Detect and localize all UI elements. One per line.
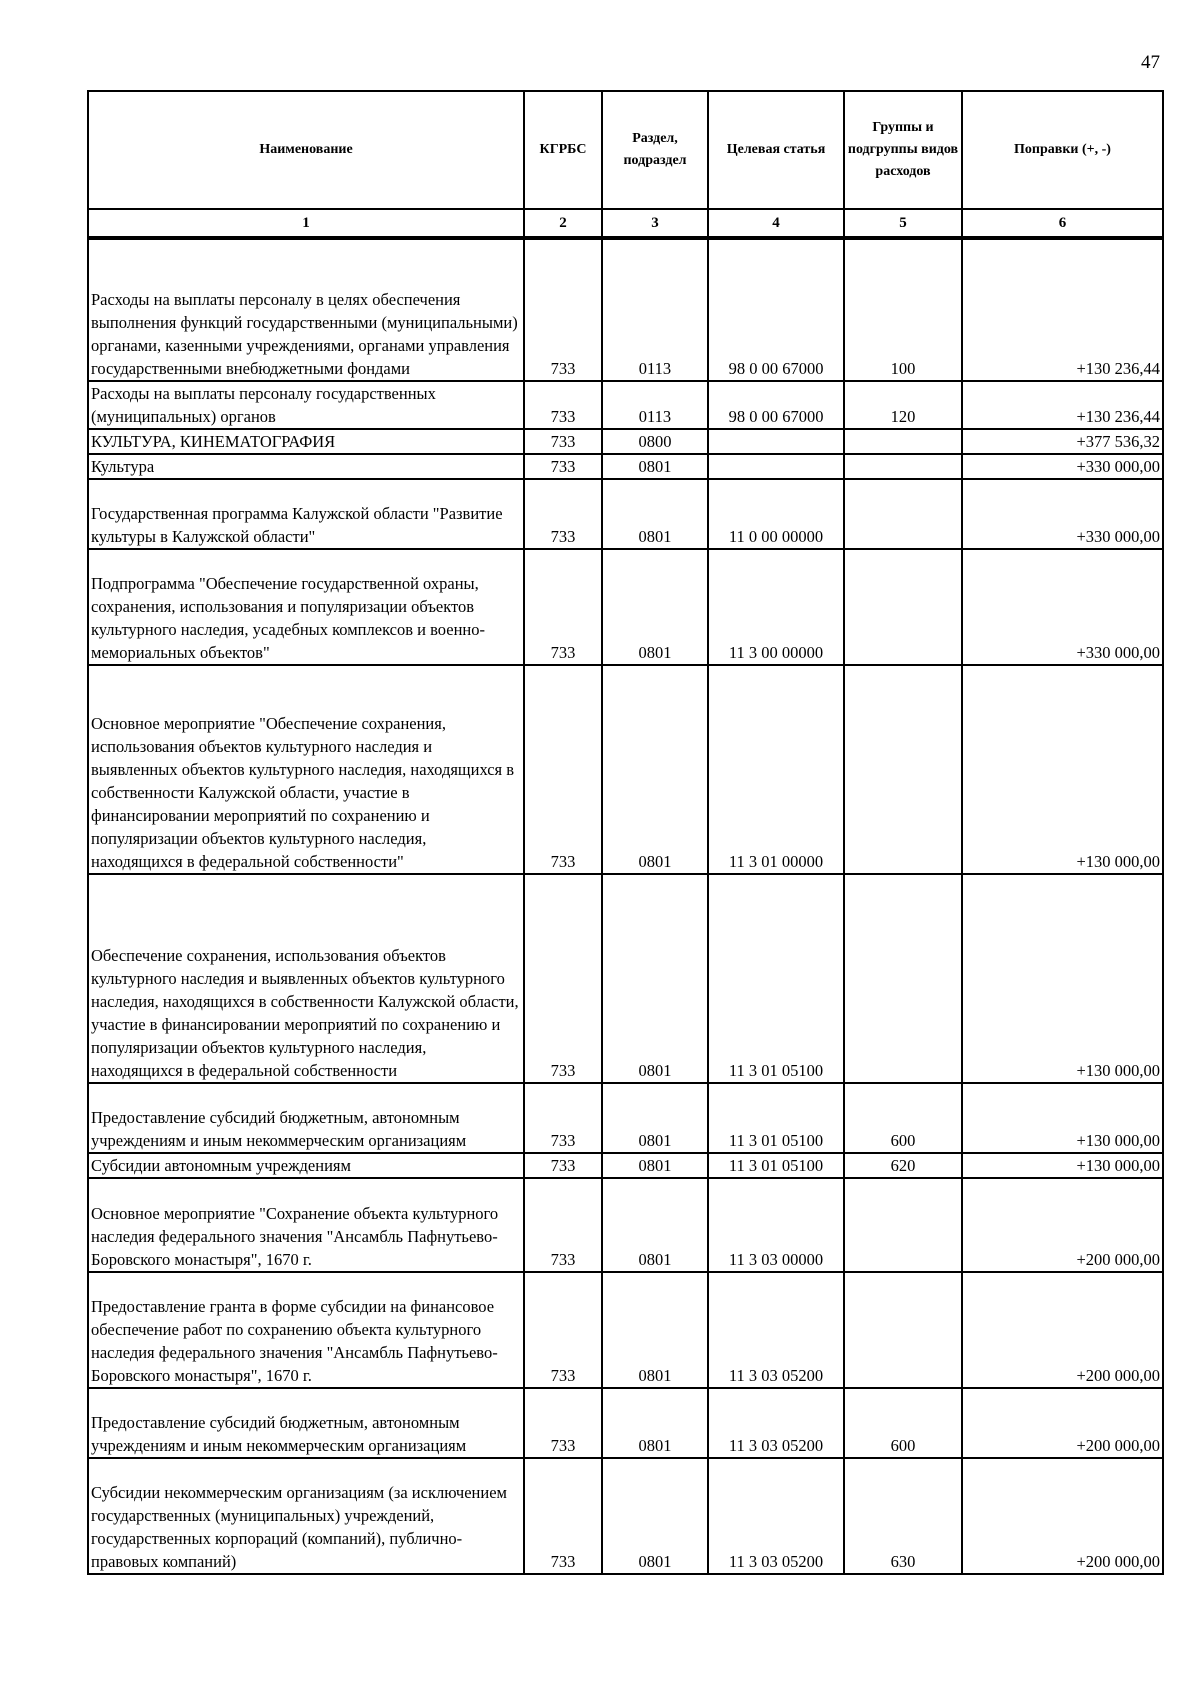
- row-section: 0801: [602, 1083, 708, 1153]
- row-amount: +130 236,44: [962, 381, 1163, 429]
- row-expense-group: [844, 665, 962, 874]
- row-name: КУЛЬТУРА, КИНЕМАТОГРАФИЯ: [88, 429, 524, 454]
- row-kgrbs: 733: [524, 454, 602, 479]
- table-row: [88, 454, 1163, 479]
- row-amount: +130 000,00: [962, 665, 1163, 874]
- row-name: Обеспечение сохранения, использования объектов культурного наследия и выявленных объектов культурного наследия, находящихся в собственности Калужской области, участие в финансировании мероприятий по сохранению и популяризации объектов культурного наследия, находящихся в федеральной собственности: [88, 874, 524, 1083]
- row-amount: +130 000,00: [962, 1083, 1163, 1153]
- row-name: Основное мероприятие "Обеспечение сохранения, использования объектов культурного наследия и выявленных объектов культурного наследия, находящихся в собственности Калужской области, участие в финансировании мероприятий по сохранению и популяризации объектов культурного наследия, находящихся в федеральной собственности": [88, 665, 524, 874]
- row-section: 0801: [602, 454, 708, 479]
- row-amount: +200 000,00: [962, 1388, 1163, 1458]
- row-target-article: 11 0 00 00000: [708, 479, 844, 549]
- col-number-5: 5: [844, 209, 962, 238]
- row-name: Основное мероприятие "Сохранение объекта культурного наследия федерального значения "Ансамбль Пафнутьево-Боровского монастыря", 1670 г.: [88, 1178, 524, 1272]
- row-section: 0801: [602, 549, 708, 665]
- row-target-article: 11 3 01 05100: [708, 1153, 844, 1178]
- row-expense-group: 620: [844, 1153, 962, 1178]
- row-section: 0113: [602, 381, 708, 429]
- row-name: Подпрограмма "Обеспечение государственной охраны, сохранения, использования и популяризации объектов культурного наследия, усадебных комплексов и военно-мемориальных объектов": [88, 549, 524, 665]
- row-section: 0801: [602, 479, 708, 549]
- col-number-6: 6: [962, 209, 1163, 238]
- row-name: Расходы на выплаты персоналу государственных (муниципальных) органов: [88, 381, 524, 429]
- row-target-article: 11 3 03 05200: [708, 1272, 844, 1388]
- row-expense-group: [844, 1272, 962, 1388]
- row-expense-group: [844, 479, 962, 549]
- row-target-article: 11 3 01 00000: [708, 665, 844, 874]
- row-target-article: [708, 454, 844, 479]
- row-expense-group: 100: [844, 238, 962, 381]
- row-amount: +200 000,00: [962, 1458, 1163, 1574]
- row-expense-group: [844, 549, 962, 665]
- row-expense-group: 630: [844, 1458, 962, 1574]
- row-name: Субсидии автономным учреждениям: [88, 1153, 524, 1178]
- row-expense-group: 600: [844, 1083, 962, 1153]
- row-section: 0801: [602, 1153, 708, 1178]
- col-number-1: 1: [88, 209, 524, 238]
- row-amount: +130 000,00: [962, 874, 1163, 1083]
- row-target-article: 11 3 03 00000: [708, 1178, 844, 1272]
- row-target-article: 98 0 00 67000: [708, 238, 844, 381]
- budget-amendments-table: [87, 90, 1164, 1575]
- row-kgrbs: 733: [524, 874, 602, 1083]
- row-expense-group: [844, 1178, 962, 1272]
- row-amount: +330 000,00: [962, 454, 1163, 479]
- table-row: [88, 479, 1163, 549]
- col-number-4: 4: [708, 209, 844, 238]
- col-header-name: Наименование: [88, 91, 524, 209]
- row-name: Культура: [88, 454, 524, 479]
- col-header-article: Целевая статья: [708, 91, 844, 209]
- column-number-row: [88, 209, 1163, 238]
- table-row: [88, 1083, 1163, 1153]
- table-row: [88, 1178, 1163, 1272]
- row-section: 0801: [602, 1388, 708, 1458]
- row-name: Предоставление гранта в форме субсидии на финансовое обеспечение работ по сохранению объекта культурного наследия федерального значения "Ансамбль Пафнутьево-Боровского монастыря", 1670 г.: [88, 1272, 524, 1388]
- row-name: Государственная программа Калужской области "Развитие культуры в Калужской области": [88, 479, 524, 549]
- table-row: [88, 1388, 1163, 1458]
- row-section: 0801: [602, 874, 708, 1083]
- row-target-article: 11 3 03 05200: [708, 1458, 844, 1574]
- row-kgrbs: 733: [524, 1272, 602, 1388]
- row-kgrbs: 733: [524, 429, 602, 454]
- row-name: Предоставление субсидий бюджетным, автономным учреждениям и иным некоммерческим организациям: [88, 1083, 524, 1153]
- col-header-amount: Поправки (+, -): [962, 91, 1163, 209]
- row-expense-group: [844, 454, 962, 479]
- table-row: [88, 429, 1163, 454]
- row-amount: +330 000,00: [962, 479, 1163, 549]
- page-number: 47: [1141, 52, 1160, 73]
- row-target-article: 11 3 00 00000: [708, 549, 844, 665]
- table-row: [88, 1458, 1163, 1574]
- row-section: 0801: [602, 1458, 708, 1574]
- row-name: Предоставление субсидий бюджетным, автономным учреждениям и иным некоммерческим организациям: [88, 1388, 524, 1458]
- table-row: [88, 1272, 1163, 1388]
- row-kgrbs: 733: [524, 665, 602, 874]
- col-number-2: 2: [524, 209, 602, 238]
- table-row: [88, 1153, 1163, 1178]
- row-kgrbs: 733: [524, 1388, 602, 1458]
- row-kgrbs: 733: [524, 1153, 602, 1178]
- col-number-3: 3: [602, 209, 708, 238]
- row-kgrbs: 733: [524, 1458, 602, 1574]
- row-expense-group: 120: [844, 381, 962, 429]
- table-row: [88, 549, 1163, 665]
- row-target-article: 11 3 01 05100: [708, 1083, 844, 1153]
- table-row: [88, 238, 1163, 381]
- table-row: [88, 665, 1163, 874]
- row-section: 0801: [602, 1272, 708, 1388]
- row-name: Субсидии некоммерческим организациям (за исключением государственных (муниципальных) учреждений, государственных корпораций (компаний), публично-правовых компаний): [88, 1458, 524, 1574]
- col-header-kgrbs: КГРБС: [524, 91, 602, 209]
- row-target-article: [708, 429, 844, 454]
- col-header-group: Группы и подгруппы видов расходов: [844, 91, 962, 209]
- row-amount: +200 000,00: [962, 1178, 1163, 1272]
- row-kgrbs: 733: [524, 1083, 602, 1153]
- row-name: Расходы на выплаты персоналу в целях обеспечения выполнения функций государственными (муниципальными) органами, казенными учреждениями, органами управления государственными внебюджетными фондами: [88, 238, 524, 381]
- row-kgrbs: 733: [524, 381, 602, 429]
- header-row: [88, 91, 1163, 209]
- row-target-article: 11 3 01 05100: [708, 874, 844, 1083]
- table-row: [88, 381, 1163, 429]
- row-amount: +200 000,00: [962, 1272, 1163, 1388]
- row-target-article: 98 0 00 67000: [708, 381, 844, 429]
- col-header-section: Раздел, подраздел: [602, 91, 708, 209]
- row-amount: +330 000,00: [962, 549, 1163, 665]
- row-expense-group: [844, 874, 962, 1083]
- table-body: [88, 238, 1163, 1574]
- row-section: 0801: [602, 665, 708, 874]
- row-expense-group: 600: [844, 1388, 962, 1458]
- row-section: 0800: [602, 429, 708, 454]
- row-kgrbs: 733: [524, 238, 602, 381]
- row-kgrbs: 733: [524, 549, 602, 665]
- row-expense-group: [844, 429, 962, 454]
- table-row: [88, 874, 1163, 1083]
- row-section: 0801: [602, 1178, 708, 1272]
- row-target-article: 11 3 03 05200: [708, 1388, 844, 1458]
- row-kgrbs: 733: [524, 479, 602, 549]
- row-kgrbs: 733: [524, 1178, 602, 1272]
- row-amount: +377 536,32: [962, 429, 1163, 454]
- row-amount: +130 236,44: [962, 238, 1163, 381]
- row-section: 0113: [602, 238, 708, 381]
- row-amount: +130 000,00: [962, 1153, 1163, 1178]
